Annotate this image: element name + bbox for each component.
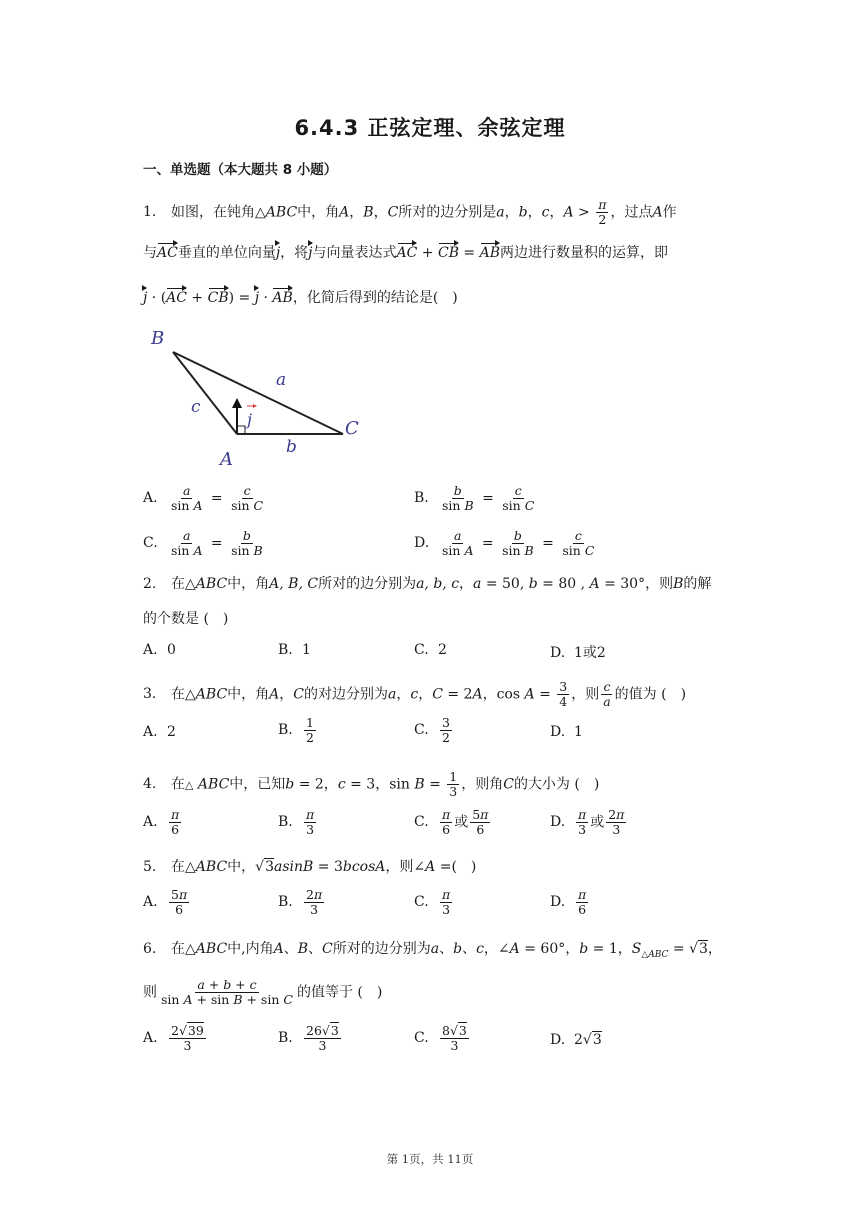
- q2-number: 2.: [143, 576, 157, 592]
- option-value: 2: [167, 724, 176, 740]
- q1-line3: j · (AC + CB) = j · AB，化简后得到的结论是( ): [143, 290, 458, 306]
- q3-text: 的值为 ( ): [614, 686, 687, 703]
- option-label: D.: [550, 1032, 566, 1048]
- q5-option-d[interactable]: D. $\frac{\pi}{6}$: [550, 887, 587, 917]
- option-label: D.: [550, 724, 566, 740]
- q3-text: 中，角: [227, 686, 270, 703]
- option-label: C.: [414, 642, 429, 658]
- figure-label-j: j: [247, 410, 252, 429]
- q6-line2: 则 $\frac{a + b + c}{\text{sin A + sin B + sin C}}$ 的值等于 ( ): [143, 977, 383, 1007]
- section-heading: 一、单选题（本大题共 8 小题）: [143, 162, 338, 178]
- q1-text: 中，角: [297, 204, 340, 221]
- q6-option-b[interactable]: B. $\frac{26√3}{3}$: [278, 1023, 339, 1053]
- q3-option-a[interactable]: [143, 724, 176, 740]
- q1-text: 与向量表达式: [312, 245, 397, 261]
- option-label: C.: [143, 535, 158, 552]
- q6-text: 则: [143, 984, 157, 1001]
- q4-text: ，则角: [461, 776, 504, 793]
- option-text: 或: [454, 814, 469, 831]
- option-label: D.: [414, 535, 430, 552]
- option-label: B.: [278, 814, 293, 831]
- q1-text: ，过点: [610, 204, 653, 221]
- q2-option-d[interactable]: [550, 642, 606, 662]
- figure-label-side-c: c: [191, 397, 201, 417]
- option-label: B.: [278, 894, 293, 911]
- option-label: A.: [143, 490, 158, 507]
- option-label: D.: [550, 894, 566, 911]
- option-label: C.: [414, 814, 429, 831]
- q1-option-c[interactable]: C. $\frac{a}{\text{sin A}}$ = $\frac{b}{\text{sin B}}$: [143, 528, 263, 558]
- q1-text: ，化简后得到的结论是( ): [292, 290, 458, 306]
- page-footer: 第 1页，共 11页: [386, 1152, 474, 1166]
- option-label: D.: [550, 814, 566, 831]
- q5-text: ( ): [451, 859, 477, 875]
- q3-text: ，则: [571, 686, 600, 703]
- q2-text: 在: [171, 576, 185, 592]
- q2-option-a[interactable]: [143, 642, 176, 658]
- q2-option-c[interactable]: [414, 642, 447, 658]
- q4-option-a[interactable]: A. $\frac{\pi}{6}$: [143, 807, 180, 837]
- option-value: 1: [302, 642, 311, 658]
- q6-option-a[interactable]: A. $\frac{2√39}{3}$: [143, 1023, 204, 1053]
- option-value: 1: [574, 724, 583, 740]
- q4-line1: 4. 在△ ABC中，已知b = 2，c = 3，sin B = $\frac{1}{3}$ ，则角C的大小为 ( ): [143, 769, 600, 799]
- q4-text: 的大小为 ( ): [513, 776, 600, 793]
- option-label: A.: [143, 724, 158, 740]
- q3-text: 在: [171, 686, 185, 703]
- option-label: B.: [278, 642, 293, 658]
- q4-option-d[interactable]: D. $\frac{\pi}{3}$ 或 $\frac{2\pi}{3}$: [550, 807, 625, 837]
- q5-line1: 5. 在△ABC中，√3asinB = 3bcosA，则∠A =( ): [143, 859, 477, 875]
- q4-option-c[interactable]: C. $\frac{\pi}{6}$ 或 $\frac{5\pi}{6}$: [414, 807, 489, 837]
- q3-option-c[interactable]: C. $\frac{3}{2}$: [414, 715, 450, 745]
- q4-number: 4.: [143, 776, 157, 793]
- figure-label-side-a: a: [276, 370, 287, 390]
- q5-text: ，则: [385, 859, 414, 875]
- q3-line1: 3. 在△ABC中，角A，C的对边分别为a，c，C = 2A，cos A = $\frac{3}{4}$ ，则 $\frac{c}{a}$ 的值为 ( ): [143, 679, 687, 709]
- q5-option-c[interactable]: C. $\frac{\pi}{3}$: [414, 887, 451, 917]
- option-label: B.: [414, 490, 429, 507]
- q1-option-b[interactable]: B. $\frac{b}{\text{sin B}}$ = $\frac{c}{\text{sin C}}$: [414, 483, 535, 513]
- q6-option-d[interactable]: D. 2√3: [550, 1032, 602, 1048]
- q6-text: 所对的边分别为: [332, 941, 431, 957]
- q2-text: 的解: [683, 576, 712, 592]
- option-value: 2: [438, 642, 447, 658]
- option-label: B.: [278, 722, 293, 739]
- q1-text: 垂直的单位向量: [177, 245, 276, 261]
- q2-option-b[interactable]: [278, 642, 311, 658]
- figure-label-side-b: b: [286, 437, 297, 457]
- q6-text: 中,内角: [227, 941, 274, 957]
- option-label: A.: [143, 814, 158, 831]
- option-value: 2: [596, 645, 606, 661]
- figure-label-a-vertex: A: [220, 449, 233, 470]
- q6-option-c[interactable]: C. $\frac{8√3}{3}$: [414, 1023, 467, 1053]
- q4-text: 在: [171, 776, 185, 793]
- option-label: A.: [143, 642, 158, 658]
- q2-text: ，则: [645, 576, 674, 592]
- option-label: A.: [143, 894, 158, 911]
- option-text: 或: [582, 645, 597, 661]
- q5-number: 5.: [143, 859, 157, 875]
- option-value: 1: [574, 645, 583, 661]
- option-label: B.: [278, 1030, 293, 1047]
- triangle-figure: [143, 322, 373, 472]
- q3-number: 3.: [143, 686, 157, 703]
- q1-text: 如图，在钝角: [171, 204, 255, 221]
- figure-label-b-vertex: B: [151, 328, 165, 349]
- option-value: 0: [167, 642, 176, 658]
- q5-option-b[interactable]: B. $\frac{2\pi}{3}$: [278, 887, 323, 917]
- q2-line2: [143, 608, 228, 628]
- figure-label-c-vertex: C: [345, 418, 359, 439]
- q2-text: 中，角: [227, 576, 270, 592]
- q5-text: 在: [171, 859, 185, 875]
- q1-text: 两边进行数量积的运算，即: [500, 245, 669, 261]
- q2-text: 的个数是 ( ): [143, 611, 229, 627]
- q1-option-d[interactable]: D. $\frac{a}{\text{sin A}}$ = $\frac{b}{\text{sin B}}$ = $\frac{c}{\text{sin C}}$: [414, 528, 595, 558]
- q1-text: 与: [143, 245, 157, 261]
- q3-option-d[interactable]: [550, 724, 583, 740]
- option-label: A.: [143, 1030, 158, 1047]
- q4-text: 中，已知: [229, 776, 286, 793]
- q6-text: 的值等于 ( ): [296, 984, 383, 1001]
- q6-text: 在: [171, 941, 185, 957]
- q5-option-a[interactable]: A. $\frac{5\pi}{6}$: [143, 887, 188, 917]
- q4-option-b[interactable]: B. $\frac{\pi}{3}$: [278, 807, 315, 837]
- q1-text: ，将: [280, 245, 309, 261]
- q1-text: 所对的边分别是: [398, 204, 497, 221]
- q6-text: ，: [707, 941, 722, 957]
- q1-line2: 与AC垂直的单位向量j，将j与向量表达式AC + CB = AB两边进行数量积的运算，即: [143, 245, 669, 261]
- q6-number: 6.: [143, 941, 157, 957]
- option-label: D.: [550, 645, 566, 661]
- q2-line1: 2. 在△ABC中，角A, B, C所对的边分别为a, b, c，a = 50, b = 80 , A = 30°，则B的解: [143, 576, 712, 592]
- q1-line1: 1. 如图，在钝角△ABC中，角A，B，C所对的边分别是a，b，c，A > $\frac{\pi}{2}$ ，过点A作: [143, 197, 677, 227]
- page-title: 6.4.3 正弦定理、余弦定理: [294, 116, 566, 140]
- option-label: C.: [414, 894, 429, 911]
- option-text: 或: [590, 814, 605, 831]
- q1-option-a[interactable]: A. $\frac{a}{\text{sin A}}$ = $\frac{c}{\text{sin C}}$: [143, 483, 264, 513]
- q2-text: 所对的边分别为: [318, 576, 417, 592]
- q3-text: 的对边分别为: [304, 686, 388, 703]
- option-label: C.: [414, 722, 429, 739]
- q5-text: 中，: [227, 859, 256, 875]
- q1-number: 1.: [143, 204, 157, 221]
- option-label: C.: [414, 1030, 429, 1047]
- q1-text: 作: [662, 204, 677, 221]
- q6-line1: 6. 在△ABC中,内角A、B、C所对的边分别为a、b、c，∠A = 60°，b = 1，$S_{\triangle ABC} = √3$，: [143, 941, 722, 960]
- q3-option-b[interactable]: B. $\frac{1}{2}$: [278, 715, 314, 745]
